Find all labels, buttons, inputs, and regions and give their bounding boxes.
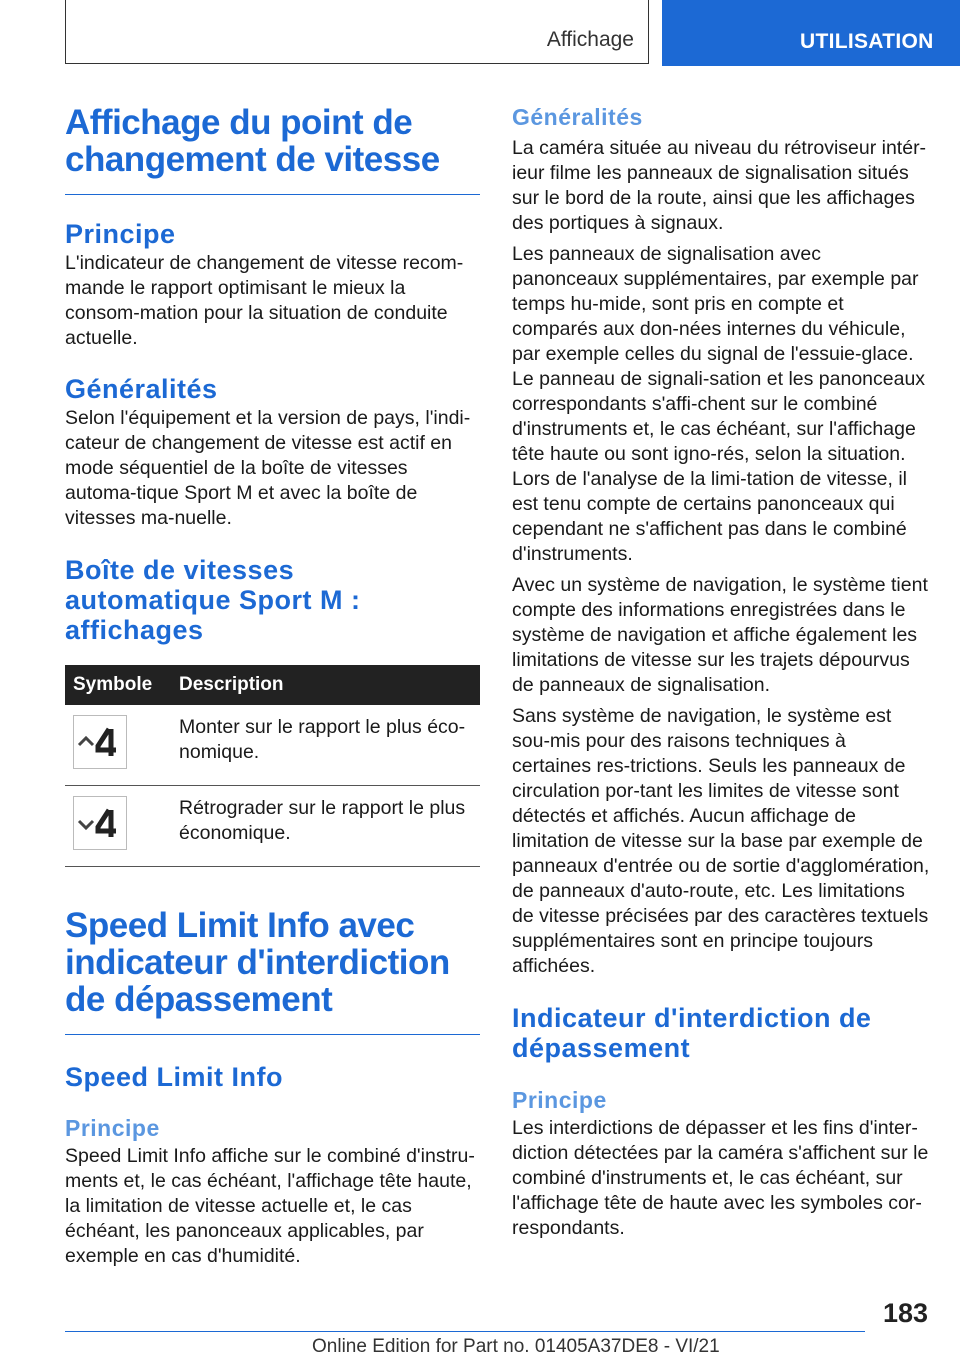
- symbol-table: [65, 665, 480, 867]
- right-para-1: La caméra située au niveau du rétroviseur intér-ieur filme les panneaux de signalisation situés sur le bord de la route, ainsi que les affichages des portiques à signaux.: [512, 137, 927, 234]
- right-generalites-heading: Généralités: [512, 104, 643, 130]
- sli-heading: Speed Limit Info: [65, 1062, 284, 1092]
- table-header-description: Description: [171, 665, 480, 705]
- gear-shift-indicator-heading: Affichage du point de changement de vitesse: [65, 103, 440, 179]
- header-chapter-tab: [662, 0, 960, 66]
- downshift-gear-4-icon: [73, 796, 127, 850]
- generalites-text: Selon l'équipement et la version de pays, l'indi-cateur de changement de vitesse est actif en mode séquentiel de la boîte de vitesses automa-tique Sport M et avec la boîte de vitesses ma-nuelle.: [65, 407, 471, 529]
- boite-heading: Boîte de vitesses automatique Sport M : affichages: [65, 555, 361, 645]
- principe-heading: Principe: [65, 219, 176, 249]
- table-row: [65, 705, 480, 786]
- sli-principe-heading: Principe: [65, 1115, 160, 1141]
- right-para-2: Les panneaux de signalisation avec panonceaux supplémentaires, par exemple par temps hu-mide, sont pris en compte et comparés aux don-nées internes du véhicule, par exemple celles du signal de l'essuie-glace. Le panneau de signali-sation et les panonceaux correspondants s'affi-chent sur le combiné d'instruments et, le cas échéant, sur l'affichage tête haute ou sont igno-rés, selon la situation. Lors de l'analyse de la limi-tation de vitesse, il est tenu compte de certains panonceaux qui cependant ne s'affichent pas dans le combiné d'instruments.: [512, 243, 926, 565]
- header-section-title: Affichage: [546, 28, 634, 51]
- table-row: [65, 786, 480, 867]
- ind-principe-heading: Principe: [512, 1087, 607, 1113]
- table-cell-description: Monter sur le rapport le plus éco-nomique.: [171, 705, 480, 786]
- header-chapter-label: UTILISATION: [800, 30, 934, 53]
- footer-rule: [65, 1331, 865, 1332]
- sli-principe-text: Speed Limit Info affiche sur le combiné d'instru-ments et, le cas échéant, l'affichage tête haute, la limitation de vitesse actuelle et, le cas échéant, les panonceaux applicables, par exemple en cas d'humidité.: [65, 1145, 475, 1267]
- header-section-box: [65, 0, 649, 64]
- generalites-heading: Généralités: [65, 374, 218, 404]
- right-para-3: Avec un système de navigation, le système tient compte des informations enregistrées dans le système de navigation et affiche également les limitations de vitesse sur les trajets dépourvus de panneaux de signalisation.: [512, 574, 928, 696]
- principe-text: L'indicateur de changement de vitesse recom-mande le rapport optimisant le mieux la consom-mation pour la situation de conduite actuelle.: [65, 252, 464, 349]
- right-para-4: Sans système de navigation, le système est sou-mis pour des raisons techniques à certaines res-trictions. Seuls les panneaux de circulation por-tant les limites de vitesse sont détectés et affichés. Aucun affichage de limitation de vitesse sur la base par exemple de panneaux d'entrée ou de sortie d'agglomération, de panneaux d'auto-route, etc. Les limitations de vitesse précisées par des caractères textuels supplémentaires sont en principe toujours affichées.: [512, 705, 930, 977]
- left-column: [65, 96, 480, 1269]
- table-header-row: [65, 665, 480, 705]
- upshift-gear-4-icon: [73, 715, 127, 769]
- speed-limit-heading: Speed Limit Info avec indicateur d'interdiction de dépassement: [65, 906, 450, 1019]
- table-cell-symbol: [65, 786, 171, 867]
- footer-edition: Online Edition for Part no. 01405A37DE8 - VI/21: [312, 1336, 720, 1357]
- table-header-symbol: Symbole: [65, 665, 171, 705]
- heading-rule: [65, 1034, 480, 1035]
- indicateur-heading: Indicateur d'interdiction de dépassement: [512, 1003, 872, 1063]
- heading-rule: [65, 194, 480, 195]
- right-column: [512, 104, 930, 1241]
- page-number: 183: [882, 1298, 928, 1328]
- ind-principe-text: Les interdictions de dépasser et les fins d'inter-diction détectées par la caméra s'affichent sur le combiné d'instruments et, le cas échéant, sur l'affichage tête de haute avec les symboles cor-respondants.: [512, 1117, 929, 1239]
- table-cell-symbol: [65, 705, 171, 786]
- table-cell-description: Rétrograder sur le rapport le plus économique.: [171, 786, 480, 867]
